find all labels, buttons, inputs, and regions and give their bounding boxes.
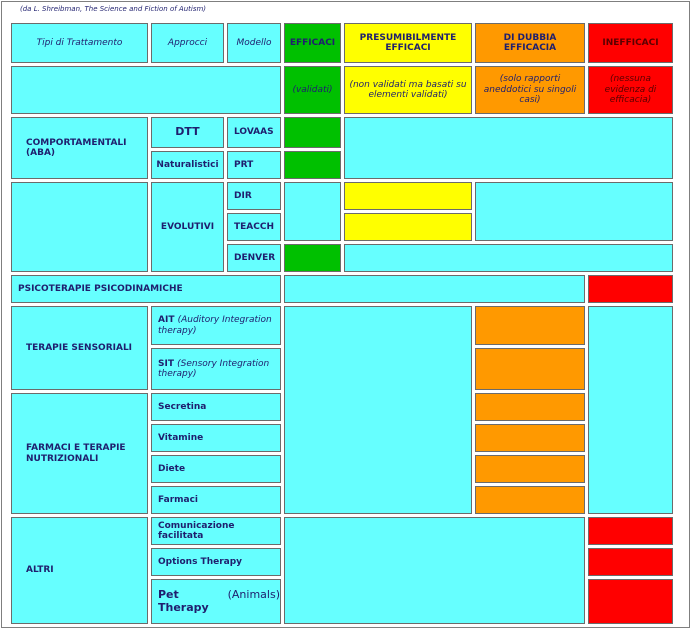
treatment-secretina: Secretina xyxy=(151,393,281,421)
treatment-diete: Diete xyxy=(151,455,281,483)
pet-inefficaci-mark xyxy=(588,579,673,624)
ait-desc: (Auditory Integration therapy) xyxy=(158,315,272,336)
header-efficaci: EFFICACI xyxy=(284,23,341,63)
row-sensoriali: TERAPIE SENSORIALI xyxy=(11,306,148,390)
model-teacch: TEACCH xyxy=(227,213,281,241)
pet-animals: (Animals) xyxy=(227,587,280,601)
subheader-inefficaci: (nessuna evidenza di efficacia) xyxy=(588,66,673,114)
row-psicoterapie: PSICOTERAPIE PSICODINAMICHE xyxy=(11,275,281,303)
approach-evolutivi: EVOLUTIVI xyxy=(151,182,224,272)
secretina-dubbia-mark xyxy=(475,393,585,421)
prt-efficaci-mark xyxy=(284,151,341,179)
teacch-presumibilmente-mark xyxy=(344,213,472,241)
model-dir: DIR xyxy=(227,182,281,210)
header-tipi: Tipi di Trattamento xyxy=(11,23,148,63)
approach-naturalistici: Naturalistici xyxy=(151,151,224,179)
denver-rest xyxy=(344,244,673,272)
subheader-dubbia: (solo rapporti aneddotici su singoli casi) xyxy=(475,66,585,114)
row-altri: ALTRI xyxy=(11,517,148,624)
vitamine-dubbia-mark xyxy=(475,424,585,452)
ait-dubbia-mark xyxy=(475,306,585,345)
psicoterapie-rest xyxy=(284,275,585,303)
row-farmaci-terapie: FARMACI E TERAPIE NUTRIZIONALI xyxy=(11,393,148,514)
treatment-sit xyxy=(151,348,281,390)
sensoriali-farmaci-blank xyxy=(284,306,472,514)
dir-teacch-efficaci-blank xyxy=(284,182,341,241)
sit-dubbia-mark xyxy=(475,348,585,390)
source-caption: (da L. Shreibman, The Science and Fiction of Autism) xyxy=(20,5,207,13)
subheader-presumibilmente: (non validati ma basati su elementi validati) xyxy=(344,66,472,114)
dir-teacch-rest xyxy=(475,182,673,241)
subheader-blank xyxy=(11,66,281,114)
header-inefficaci: INEFFICACI xyxy=(588,23,673,63)
sit-label: SIT xyxy=(158,358,174,369)
row-comportamentali: COMPORTAMENTALI (ABA) xyxy=(11,117,148,179)
header-dubbia: DI DUBBIA EFFICACIA xyxy=(475,23,585,63)
treatment-options: Options Therapy xyxy=(151,548,281,576)
ait-label: AIT xyxy=(158,315,175,326)
diete-dubbia-mark xyxy=(475,455,585,483)
treatment-ait xyxy=(151,306,281,345)
sit-desc: (Sensory Integration therapy) xyxy=(158,358,270,379)
comportamentali-rest xyxy=(344,117,673,179)
header-approcci: Approcci xyxy=(151,23,224,63)
farmaci-dubbia-mark xyxy=(475,486,585,514)
lovaas-efficaci-mark xyxy=(284,117,341,148)
pet-therapy-label: Therapy xyxy=(158,600,209,614)
row-evolutivi-blank xyxy=(11,182,148,272)
pet-label: Pet xyxy=(158,587,179,601)
denver-efficaci-mark xyxy=(284,244,341,272)
comunicazione-inefficaci-mark xyxy=(588,517,673,545)
header-modello: Modello xyxy=(227,23,281,63)
model-prt: PRT xyxy=(227,151,281,179)
model-denver: DENVER xyxy=(227,244,281,272)
options-inefficaci-mark xyxy=(588,548,673,576)
subheader-efficaci: (validati) xyxy=(284,66,341,114)
dir-presumibilmente-mark xyxy=(344,182,472,210)
sensoriali-farmaci-inefficaci-blank xyxy=(588,306,673,514)
approach-dtt: DTT xyxy=(151,117,224,148)
header-presumibilmente: PRESUMIBILMENTE EFFICACI xyxy=(344,23,472,63)
treatment-comunicazione: Comunicazione facilitata xyxy=(151,517,281,545)
treatment-pet xyxy=(151,579,281,624)
model-lovaas: LOVAAS xyxy=(227,117,281,148)
treatment-farmaci: Farmaci xyxy=(151,486,281,514)
psicoterapie-inefficaci-mark xyxy=(588,275,673,303)
treatment-vitamine: Vitamine xyxy=(151,424,281,452)
altri-blank xyxy=(284,517,585,624)
